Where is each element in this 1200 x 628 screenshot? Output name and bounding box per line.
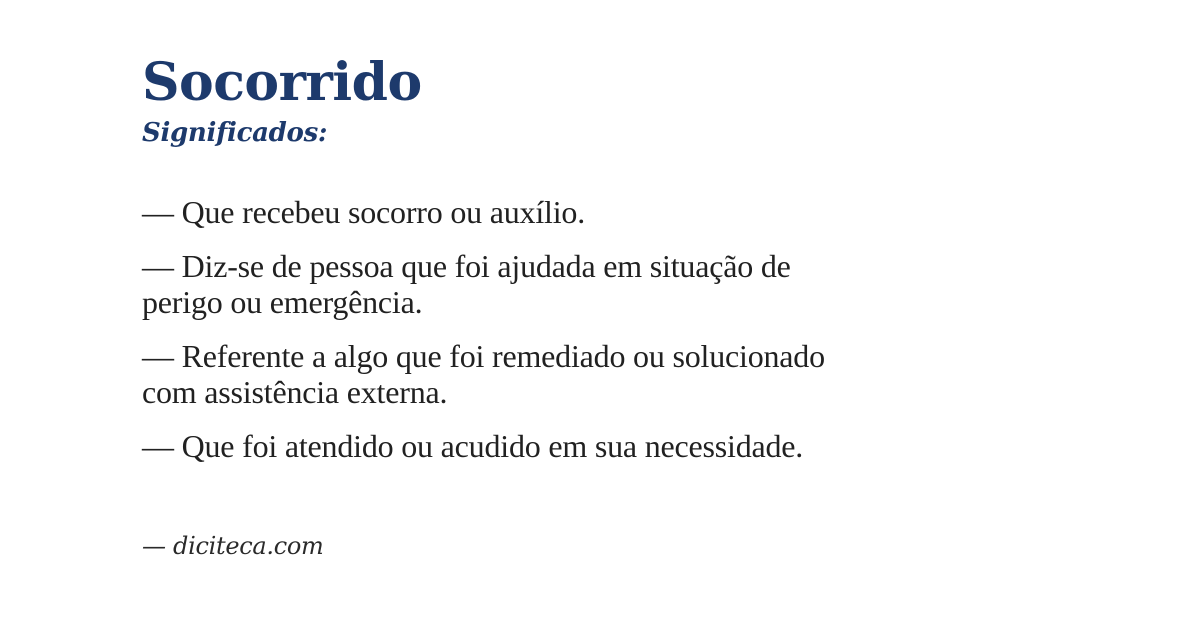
- meanings-subtitle: Significados:: [142, 118, 328, 149]
- definition-line: — Que foi atendido ou acudido em sua necessidade.: [142, 427, 804, 464]
- source-attribution: — diciteca.com: [142, 532, 324, 560]
- definition-item: [142, 194, 1160, 230]
- word-title: Socorrido: [142, 52, 422, 113]
- definition-line: — Diz-se de pessoa que foi ajudada em situação de: [142, 247, 791, 284]
- definition-line: com assistência externa.: [142, 373, 448, 410]
- definition-line: — Que recebeu socorro ou auxílio.: [142, 193, 586, 230]
- definition-line: perigo ou emergência.: [142, 283, 423, 320]
- definition-item: [142, 428, 1160, 464]
- definition-item: [142, 248, 1160, 320]
- definitions-list: [142, 194, 1160, 464]
- definition-item: [142, 338, 1160, 410]
- definition-line: — Referente a algo que foi remediado ou solucionado: [142, 337, 825, 374]
